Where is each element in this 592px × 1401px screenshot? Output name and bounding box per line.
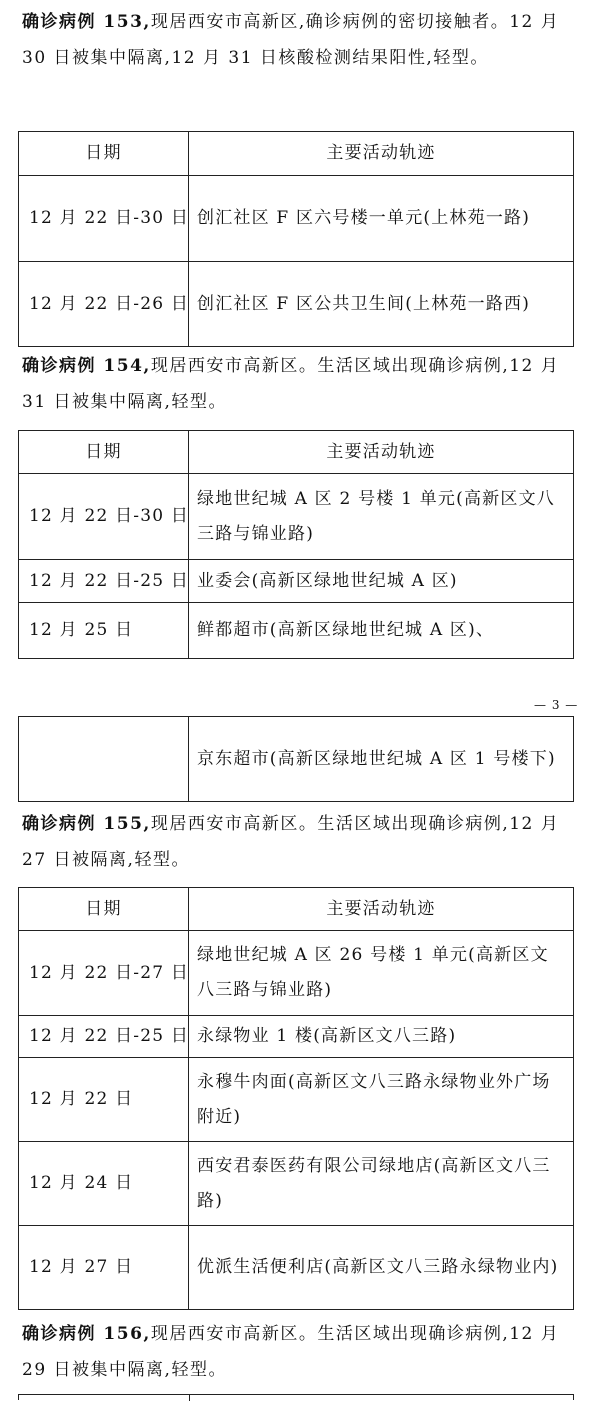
case-155-text: 现居西安市高新区。生活区域出现确诊病例,12 月 27 日被隔离,轻型。 [22, 814, 560, 870]
date-cell [19, 717, 189, 802]
date-cell: 12 月 22 日-25 日 [19, 560, 189, 603]
date-cell: 12 月 22 日 [19, 1058, 189, 1142]
date-header: 日期 [19, 888, 189, 931]
table-row [19, 931, 574, 1016]
case-156-paragraph [22, 1316, 582, 1388]
case-156-text: 现居西安市高新区。生活区域出现确诊病例,12 月 29 日被集中隔离,轻型。 [22, 1324, 560, 1380]
case-154-paragraph [22, 348, 582, 420]
track-cell: 创汇社区 F 区六号楼一单元(上林苑一路) [189, 176, 574, 262]
case-155-title: 确诊病例 155, [22, 814, 151, 834]
date-cell: 12 月 22 日-26 日 [19, 262, 189, 347]
date-cell: 12 月 22 日-30 日 [19, 176, 189, 262]
case-155-paragraph [22, 806, 582, 878]
table-header-row [19, 431, 574, 474]
table-row [19, 560, 574, 603]
table-row [19, 1016, 574, 1058]
track-cell: 永绿物业 1 楼(高新区文八三路) [189, 1016, 574, 1058]
case-154-table-continued [18, 716, 574, 802]
track-header: 主要活动轨迹 [189, 132, 574, 176]
next-table-divider [189, 1395, 190, 1401]
track-cell: 业委会(高新区绿地世纪城 A 区) [189, 560, 574, 603]
table-row [19, 603, 574, 659]
table-row [19, 717, 574, 802]
table-header-row [19, 888, 574, 931]
date-cell: 12 月 22 日-25 日 [19, 1016, 189, 1058]
table-row [19, 262, 574, 347]
page-number: — 3 — [534, 698, 579, 712]
case-153-title: 确诊病例 153, [22, 12, 151, 32]
table-row [19, 1226, 574, 1310]
next-table-edge [18, 1394, 574, 1400]
case-156-title: 确诊病例 156, [22, 1324, 151, 1344]
track-cell: 绿地世纪城 A 区 26 号楼 1 单元(高新区文八三路与锦业路) [189, 931, 574, 1016]
case-154-title: 确诊病例 154, [22, 356, 151, 376]
date-cell: 12 月 22 日-27 日 [19, 931, 189, 1016]
date-cell: 12 月 27 日 [19, 1226, 189, 1310]
date-cell: 12 月 24 日 [19, 1142, 189, 1226]
track-cell: 永穆牛肉面(高新区文八三路永绿物业外广场附近) [189, 1058, 574, 1142]
case-155-table [18, 887, 574, 1310]
case-153-table [18, 131, 574, 347]
case-153-paragraph [22, 4, 582, 76]
case-154-text: 现居西安市高新区。生活区域出现确诊病例,12 月 31 日被集中隔离,轻型。 [22, 356, 560, 412]
track-cell: 优派生活便利店(高新区文八三路永绿物业内) [189, 1226, 574, 1310]
track-header: 主要活动轨迹 [189, 431, 574, 474]
track-cell: 京东超市(高新区绿地世纪城 A 区 1 号楼下) [189, 717, 574, 802]
case-153-text: 现居西安市高新区,确诊病例的密切接触者。12 月 30 日被集中隔离,12 月 31 日核酸检测结果阳性,轻型。 [22, 12, 560, 68]
date-cell: 12 月 22 日-30 日 [19, 474, 189, 560]
track-header: 主要活动轨迹 [189, 888, 574, 931]
track-cell: 鲜都超市(高新区绿地世纪城 A 区)、 [189, 603, 574, 659]
date-header: 日期 [19, 132, 189, 176]
table-row [19, 176, 574, 262]
track-cell: 西安君泰医药有限公司绿地店(高新区文八三路) [189, 1142, 574, 1226]
table-header-row [19, 132, 574, 176]
track-cell: 绿地世纪城 A 区 2 号楼 1 单元(高新区文八三路与锦业路) [189, 474, 574, 560]
track-cell: 创汇社区 F 区公共卫生间(上林苑一路西) [189, 262, 574, 347]
case-154-table [18, 430, 574, 659]
table-row [19, 1142, 574, 1226]
date-header: 日期 [19, 431, 189, 474]
table-row [19, 474, 574, 560]
table-row [19, 1058, 574, 1142]
date-cell: 12 月 25 日 [19, 603, 189, 659]
